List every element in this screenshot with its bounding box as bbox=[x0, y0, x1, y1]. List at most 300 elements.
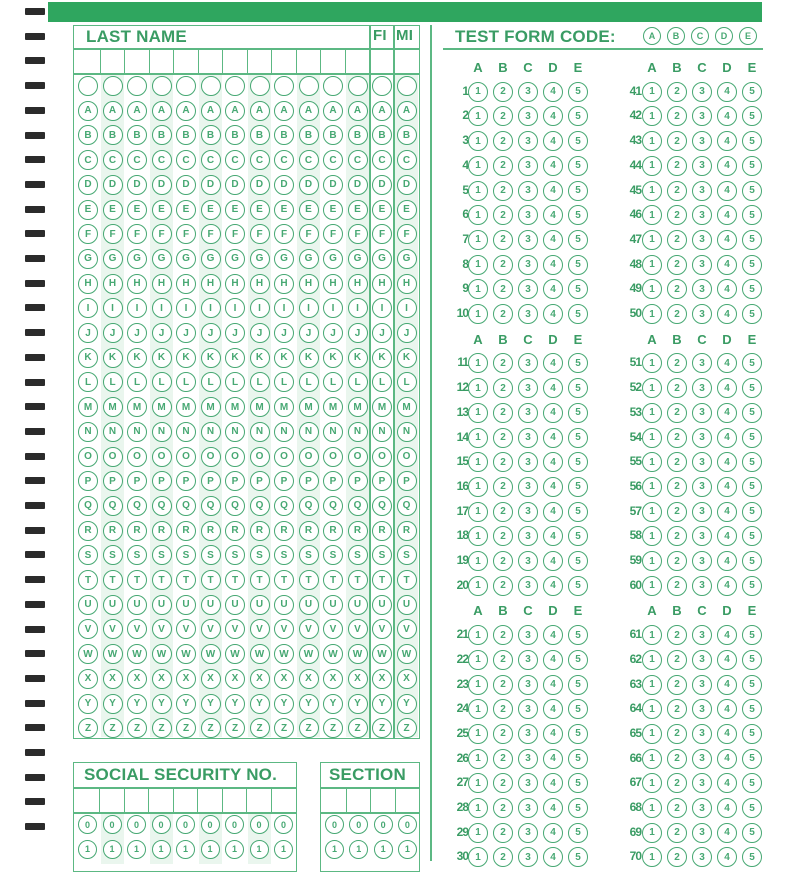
bubble-col-4-D[interactable]: D bbox=[152, 175, 172, 195]
bubble-col-4-G[interactable]: G bbox=[152, 249, 172, 269]
answer-24-D[interactable]: 4 bbox=[543, 699, 563, 719]
bubble-fi-M[interactable]: M bbox=[372, 397, 392, 417]
answer-18-E[interactable]: 5 bbox=[568, 526, 588, 546]
bubble-col-10-B[interactable]: B bbox=[299, 125, 319, 145]
answer-19-C[interactable]: 3 bbox=[518, 551, 538, 571]
answer-44-A[interactable]: 1 bbox=[642, 156, 662, 176]
answer-48-C[interactable]: 3 bbox=[692, 255, 712, 275]
bubble-col-1-A[interactable]: A bbox=[78, 101, 98, 121]
bubble-col-2-L[interactable]: L bbox=[103, 372, 123, 392]
answer-63-D[interactable]: 4 bbox=[717, 675, 737, 695]
bubble-col-3-K[interactable]: K bbox=[127, 348, 147, 368]
answer-6-C[interactable]: 3 bbox=[518, 205, 538, 225]
bubble-col-8-D[interactable]: D bbox=[250, 175, 270, 195]
answer-8-B[interactable]: 2 bbox=[493, 255, 513, 275]
bubble-col-3-A[interactable]: A bbox=[127, 101, 147, 121]
answer-42-A[interactable]: 1 bbox=[642, 106, 662, 126]
bubble-col-10-T[interactable]: T bbox=[299, 570, 319, 590]
bubble-col-8-K[interactable]: K bbox=[250, 348, 270, 368]
bubble-col-11-V[interactable]: V bbox=[323, 619, 343, 639]
answer-59-C[interactable]: 3 bbox=[692, 551, 712, 571]
bubble-col-6-W[interactable]: W bbox=[201, 644, 221, 664]
answer-43-D[interactable]: 4 bbox=[717, 131, 737, 151]
answer-70-D[interactable]: 4 bbox=[717, 847, 737, 867]
answer-44-C[interactable]: 3 bbox=[692, 156, 712, 176]
answer-5-D[interactable]: 4 bbox=[543, 181, 563, 201]
bubble-col-12-O[interactable]: O bbox=[348, 447, 368, 467]
bubble-col-12-E[interactable]: E bbox=[348, 200, 368, 220]
ssn-col-6-0[interactable]: 0 bbox=[201, 815, 220, 834]
bubble-col-8-U[interactable]: U bbox=[250, 595, 270, 615]
answer-63-C[interactable]: 3 bbox=[692, 675, 712, 695]
bubble-col-1-X[interactable]: X bbox=[78, 669, 98, 689]
answer-12-C[interactable]: 3 bbox=[518, 378, 538, 398]
bubble-col-4-Z[interactable]: Z bbox=[152, 718, 172, 738]
answer-20-B[interactable]: 2 bbox=[493, 576, 513, 596]
bubble-col-1-R[interactable]: R bbox=[78, 521, 98, 541]
bubble-col-9-F[interactable]: F bbox=[274, 224, 294, 244]
answer-63-E[interactable]: 5 bbox=[742, 675, 762, 695]
answer-11-E[interactable]: 5 bbox=[568, 353, 588, 373]
bubble-col-7-T[interactable]: T bbox=[225, 570, 245, 590]
answer-12-E[interactable]: 5 bbox=[568, 378, 588, 398]
bubble-col-3-S[interactable]: S bbox=[127, 545, 147, 565]
bubble-col-9-V[interactable]: V bbox=[274, 619, 294, 639]
answer-2-E[interactable]: 5 bbox=[568, 106, 588, 126]
bubble-col-4-C[interactable]: C bbox=[152, 150, 172, 170]
answer-70-C[interactable]: 3 bbox=[692, 847, 712, 867]
bubble-col-1-G[interactable]: G bbox=[78, 249, 98, 269]
bubble-col-6-R[interactable]: R bbox=[201, 521, 221, 541]
bubble-col-3-F[interactable]: F bbox=[127, 224, 147, 244]
answer-45-E[interactable]: 5 bbox=[742, 181, 762, 201]
answer-9-B[interactable]: 2 bbox=[493, 279, 513, 299]
answer-55-D[interactable]: 4 bbox=[717, 452, 737, 472]
bubble-col-3-Z[interactable]: Z bbox=[127, 718, 147, 738]
bubble-col-12-N[interactable]: N bbox=[348, 422, 368, 442]
answer-66-B[interactable]: 2 bbox=[667, 749, 687, 769]
answer-30-B[interactable]: 2 bbox=[493, 847, 513, 867]
ssn-col-1-0[interactable]: 0 bbox=[78, 815, 97, 834]
bubble-col-10-D[interactable]: D bbox=[299, 175, 319, 195]
bubble-mi-D[interactable]: D bbox=[397, 175, 417, 195]
answer-11-B[interactable]: 2 bbox=[493, 353, 513, 373]
bubble-col-1-I[interactable]: I bbox=[78, 298, 98, 318]
bubble-col-8-T[interactable]: T bbox=[250, 570, 270, 590]
bubble-col-12-S[interactable]: S bbox=[348, 545, 368, 565]
answer-8-D[interactable]: 4 bbox=[543, 255, 563, 275]
answer-9-D[interactable]: 4 bbox=[543, 279, 563, 299]
bubble-col-11-P[interactable]: P bbox=[323, 471, 343, 491]
answer-30-A[interactable]: 1 bbox=[468, 847, 488, 867]
bubble-col-9-B[interactable]: B bbox=[274, 125, 294, 145]
bubble-col-4-E[interactable]: E bbox=[152, 200, 172, 220]
answer-46-B[interactable]: 2 bbox=[667, 205, 687, 225]
bubble-col-2-A[interactable]: A bbox=[103, 101, 123, 121]
bubble-col-4-R[interactable]: R bbox=[152, 521, 172, 541]
answer-15-C[interactable]: 3 bbox=[518, 452, 538, 472]
answer-69-E[interactable]: 5 bbox=[742, 823, 762, 843]
answer-5-A[interactable]: 1 bbox=[468, 181, 488, 201]
bubble-col-3-V[interactable]: V bbox=[127, 619, 147, 639]
answer-59-A[interactable]: 1 bbox=[642, 551, 662, 571]
bubble-col-12-Q[interactable]: Q bbox=[348, 496, 368, 516]
bubble-col-6-L[interactable]: L bbox=[201, 372, 221, 392]
answer-8-C[interactable]: 3 bbox=[518, 255, 538, 275]
bubble-col-3-T[interactable]: T bbox=[127, 570, 147, 590]
answer-46-D[interactable]: 4 bbox=[717, 205, 737, 225]
answer-56-B[interactable]: 2 bbox=[667, 477, 687, 497]
bubble-col-6-H[interactable]: H bbox=[201, 274, 221, 294]
bubble-fi-T[interactable]: T bbox=[372, 570, 392, 590]
answer-30-C[interactable]: 3 bbox=[518, 847, 538, 867]
bubble-col-2-X[interactable]: X bbox=[103, 669, 123, 689]
bubble-col-4-J[interactable]: J bbox=[152, 323, 172, 343]
answer-17-B[interactable]: 2 bbox=[493, 502, 513, 522]
answer-10-E[interactable]: 5 bbox=[568, 304, 588, 324]
bubble-col-6-Z[interactable]: Z bbox=[201, 718, 221, 738]
answer-51-B[interactable]: 2 bbox=[667, 353, 687, 373]
answer-2-A[interactable]: 1 bbox=[468, 106, 488, 126]
answer-46-E[interactable]: 5 bbox=[742, 205, 762, 225]
test-form-code-D[interactable]: D bbox=[715, 27, 733, 45]
bubble-col-7-D[interactable]: D bbox=[225, 175, 245, 195]
answer-68-A[interactable]: 1 bbox=[642, 798, 662, 818]
bubble-col-2-U[interactable]: U bbox=[103, 595, 123, 615]
answer-28-A[interactable]: 1 bbox=[468, 798, 488, 818]
answer-43-E[interactable]: 5 bbox=[742, 131, 762, 151]
answer-42-B[interactable]: 2 bbox=[667, 106, 687, 126]
answer-44-B[interactable]: 2 bbox=[667, 156, 687, 176]
bubble-col-3-E[interactable]: E bbox=[127, 200, 147, 220]
bubble-col-7-H[interactable]: H bbox=[225, 274, 245, 294]
answer-26-B[interactable]: 2 bbox=[493, 749, 513, 769]
bubble-col-3-Y[interactable]: Y bbox=[127, 694, 147, 714]
answer-53-C[interactable]: 3 bbox=[692, 403, 712, 423]
bubble-mi-E[interactable]: E bbox=[397, 200, 417, 220]
answer-22-B[interactable]: 2 bbox=[493, 650, 513, 670]
bubble-col-2-C[interactable]: C bbox=[103, 150, 123, 170]
answer-23-B[interactable]: 2 bbox=[493, 675, 513, 695]
answer-47-C[interactable]: 3 bbox=[692, 230, 712, 250]
answer-45-D[interactable]: 4 bbox=[717, 181, 737, 201]
bubble-col-9-X[interactable]: X bbox=[274, 669, 294, 689]
bubble-col-5-Y[interactable]: Y bbox=[176, 694, 196, 714]
bubble-col-5-O[interactable]: O bbox=[176, 447, 196, 467]
answer-64-E[interactable]: 5 bbox=[742, 699, 762, 719]
answer-44-D[interactable]: 4 bbox=[717, 156, 737, 176]
bubble-col-4-A[interactable]: A bbox=[152, 101, 172, 121]
answer-49-C[interactable]: 3 bbox=[692, 279, 712, 299]
bubble-col-6-O[interactable]: O bbox=[201, 447, 221, 467]
answer-57-E[interactable]: 5 bbox=[742, 502, 762, 522]
answer-57-D[interactable]: 4 bbox=[717, 502, 737, 522]
answer-65-B[interactable]: 2 bbox=[667, 724, 687, 744]
answer-66-C[interactable]: 3 bbox=[692, 749, 712, 769]
bubble-col-5-T[interactable]: T bbox=[176, 570, 196, 590]
section-col-2-1[interactable]: 1 bbox=[349, 840, 368, 859]
bubble-col-1-Z[interactable]: Z bbox=[78, 718, 98, 738]
bubble-col-6-F[interactable]: F bbox=[201, 224, 221, 244]
bubble-col-11-L[interactable]: L bbox=[323, 372, 343, 392]
bubble-col-3-H[interactable]: H bbox=[127, 274, 147, 294]
bubble-col-9-H[interactable]: H bbox=[274, 274, 294, 294]
bubble-col-5-F[interactable]: F bbox=[176, 224, 196, 244]
answer-12-A[interactable]: 1 bbox=[468, 378, 488, 398]
bubble-col-12-J[interactable]: J bbox=[348, 323, 368, 343]
bubble-col-2-blank[interactable] bbox=[103, 76, 123, 96]
bubble-col-7-E[interactable]: E bbox=[225, 200, 245, 220]
bubble-fi-A[interactable]: A bbox=[372, 101, 392, 121]
answer-10-D[interactable]: 4 bbox=[543, 304, 563, 324]
bubble-col-11-X[interactable]: X bbox=[323, 669, 343, 689]
answer-66-E[interactable]: 5 bbox=[742, 749, 762, 769]
answer-50-B[interactable]: 2 bbox=[667, 304, 687, 324]
answer-65-C[interactable]: 3 bbox=[692, 724, 712, 744]
answer-19-E[interactable]: 5 bbox=[568, 551, 588, 571]
answer-69-C[interactable]: 3 bbox=[692, 823, 712, 843]
answer-17-C[interactable]: 3 bbox=[518, 502, 538, 522]
bubble-col-12-H[interactable]: H bbox=[348, 274, 368, 294]
answer-12-B[interactable]: 2 bbox=[493, 378, 513, 398]
bubble-col-11-Y[interactable]: Y bbox=[323, 694, 343, 714]
bubble-col-4-X[interactable]: X bbox=[152, 669, 172, 689]
answer-23-A[interactable]: 1 bbox=[468, 675, 488, 695]
answer-18-C[interactable]: 3 bbox=[518, 526, 538, 546]
bubble-col-6-G[interactable]: G bbox=[201, 249, 221, 269]
answer-20-D[interactable]: 4 bbox=[543, 576, 563, 596]
bubble-col-11-Z[interactable]: Z bbox=[323, 718, 343, 738]
bubble-col-12-X[interactable]: X bbox=[348, 669, 368, 689]
bubble-mi-Z[interactable]: Z bbox=[397, 718, 417, 738]
bubble-col-6-P[interactable]: P bbox=[201, 471, 221, 491]
bubble-col-5-U[interactable]: U bbox=[176, 595, 196, 615]
answer-49-D[interactable]: 4 bbox=[717, 279, 737, 299]
answer-2-C[interactable]: 3 bbox=[518, 106, 538, 126]
answer-20-C[interactable]: 3 bbox=[518, 576, 538, 596]
answer-64-C[interactable]: 3 bbox=[692, 699, 712, 719]
bubble-col-8-Z[interactable]: Z bbox=[250, 718, 270, 738]
answer-16-E[interactable]: 5 bbox=[568, 477, 588, 497]
bubble-col-10-Y[interactable]: Y bbox=[299, 694, 319, 714]
answer-41-D[interactable]: 4 bbox=[717, 82, 737, 102]
bubble-col-2-S[interactable]: S bbox=[103, 545, 123, 565]
answer-62-A[interactable]: 1 bbox=[642, 650, 662, 670]
bubble-col-5-N[interactable]: N bbox=[176, 422, 196, 442]
bubble-col-10-A[interactable]: A bbox=[299, 101, 319, 121]
bubble-col-4-P[interactable]: P bbox=[152, 471, 172, 491]
bubble-col-10-blank[interactable] bbox=[299, 76, 319, 96]
answer-52-B[interactable]: 2 bbox=[667, 378, 687, 398]
bubble-col-6-A[interactable]: A bbox=[201, 101, 221, 121]
answer-13-A[interactable]: 1 bbox=[468, 403, 488, 423]
answer-24-A[interactable]: 1 bbox=[468, 699, 488, 719]
bubble-col-2-V[interactable]: V bbox=[103, 619, 123, 639]
bubble-col-10-V[interactable]: V bbox=[299, 619, 319, 639]
bubble-col-5-S[interactable]: S bbox=[176, 545, 196, 565]
answer-3-C[interactable]: 3 bbox=[518, 131, 538, 151]
answer-21-E[interactable]: 5 bbox=[568, 625, 588, 645]
bubble-col-9-S[interactable]: S bbox=[274, 545, 294, 565]
bubble-col-9-D[interactable]: D bbox=[274, 175, 294, 195]
bubble-col-8-S[interactable]: S bbox=[250, 545, 270, 565]
bubble-col-11-J[interactable]: J bbox=[323, 323, 343, 343]
bubble-col-9-R[interactable]: R bbox=[274, 521, 294, 541]
bubble-fi-V[interactable]: V bbox=[372, 619, 392, 639]
answer-55-A[interactable]: 1 bbox=[642, 452, 662, 472]
ssn-col-5-0[interactable]: 0 bbox=[176, 815, 195, 834]
ssn-col-7-1[interactable]: 1 bbox=[225, 840, 244, 859]
bubble-col-5-C[interactable]: C bbox=[176, 150, 196, 170]
answer-51-D[interactable]: 4 bbox=[717, 353, 737, 373]
bubble-col-5-X[interactable]: X bbox=[176, 669, 196, 689]
bubble-col-5-M[interactable]: M bbox=[176, 397, 196, 417]
bubble-col-4-K[interactable]: K bbox=[152, 348, 172, 368]
answer-41-A[interactable]: 1 bbox=[642, 82, 662, 102]
answer-52-D[interactable]: 4 bbox=[717, 378, 737, 398]
answer-42-D[interactable]: 4 bbox=[717, 106, 737, 126]
answer-43-C[interactable]: 3 bbox=[692, 131, 712, 151]
bubble-col-1-T[interactable]: T bbox=[78, 570, 98, 590]
answer-11-D[interactable]: 4 bbox=[543, 353, 563, 373]
bubble-col-1-P[interactable]: P bbox=[78, 471, 98, 491]
bubble-mi-C[interactable]: C bbox=[397, 150, 417, 170]
bubble-col-2-P[interactable]: P bbox=[103, 471, 123, 491]
bubble-col-11-N[interactable]: N bbox=[323, 422, 343, 442]
bubble-col-8-J[interactable]: J bbox=[250, 323, 270, 343]
bubble-col-10-S[interactable]: S bbox=[299, 545, 319, 565]
answer-9-C[interactable]: 3 bbox=[518, 279, 538, 299]
bubble-col-6-Q[interactable]: Q bbox=[201, 496, 221, 516]
bubble-col-8-B[interactable]: B bbox=[250, 125, 270, 145]
answer-18-B[interactable]: 2 bbox=[493, 526, 513, 546]
answer-53-B[interactable]: 2 bbox=[667, 403, 687, 423]
bubble-col-5-A[interactable]: A bbox=[176, 101, 196, 121]
bubble-col-7-M[interactable]: M bbox=[225, 397, 245, 417]
bubble-col-5-I[interactable]: I bbox=[176, 298, 196, 318]
bubble-col-12-B[interactable]: B bbox=[348, 125, 368, 145]
answer-25-A[interactable]: 1 bbox=[468, 724, 488, 744]
bubble-fi-W[interactable]: W bbox=[372, 644, 392, 664]
bubble-col-12-L[interactable]: L bbox=[348, 372, 368, 392]
bubble-col-11-W[interactable]: W bbox=[323, 644, 343, 664]
bubble-col-8-L[interactable]: L bbox=[250, 372, 270, 392]
answer-57-A[interactable]: 1 bbox=[642, 502, 662, 522]
bubble-col-2-E[interactable]: E bbox=[103, 200, 123, 220]
bubble-col-2-H[interactable]: H bbox=[103, 274, 123, 294]
bubble-fi-Y[interactable]: Y bbox=[372, 694, 392, 714]
bubble-col-12-F[interactable]: F bbox=[348, 224, 368, 244]
answer-67-D[interactable]: 4 bbox=[717, 773, 737, 793]
answer-62-B[interactable]: 2 bbox=[667, 650, 687, 670]
bubble-col-5-L[interactable]: L bbox=[176, 372, 196, 392]
bubble-fi-K[interactable]: K bbox=[372, 348, 392, 368]
answer-68-B[interactable]: 2 bbox=[667, 798, 687, 818]
answer-14-B[interactable]: 2 bbox=[493, 428, 513, 448]
bubble-col-12-blank[interactable] bbox=[348, 76, 368, 96]
answer-23-C[interactable]: 3 bbox=[518, 675, 538, 695]
answer-13-D[interactable]: 4 bbox=[543, 403, 563, 423]
answer-48-A[interactable]: 1 bbox=[642, 255, 662, 275]
bubble-col-7-X[interactable]: X bbox=[225, 669, 245, 689]
section-col-2-0[interactable]: 0 bbox=[349, 815, 368, 834]
answer-7-B[interactable]: 2 bbox=[493, 230, 513, 250]
bubble-col-7-Y[interactable]: Y bbox=[225, 694, 245, 714]
answer-18-A[interactable]: 1 bbox=[468, 526, 488, 546]
ssn-col-8-0[interactable]: 0 bbox=[250, 815, 269, 834]
answer-56-D[interactable]: 4 bbox=[717, 477, 737, 497]
section-col-1-0[interactable]: 0 bbox=[325, 815, 344, 834]
bubble-col-5-J[interactable]: J bbox=[176, 323, 196, 343]
answer-28-E[interactable]: 5 bbox=[568, 798, 588, 818]
bubble-col-9-M[interactable]: M bbox=[274, 397, 294, 417]
answer-57-B[interactable]: 2 bbox=[667, 502, 687, 522]
ssn-col-2-1[interactable]: 1 bbox=[103, 840, 122, 859]
answer-1-A[interactable]: 1 bbox=[468, 82, 488, 102]
bubble-col-9-K[interactable]: K bbox=[274, 348, 294, 368]
answer-48-D[interactable]: 4 bbox=[717, 255, 737, 275]
answer-42-E[interactable]: 5 bbox=[742, 106, 762, 126]
bubble-col-5-blank[interactable] bbox=[176, 76, 196, 96]
section-col-3-0[interactable]: 0 bbox=[374, 815, 393, 834]
bubble-col-5-G[interactable]: G bbox=[176, 249, 196, 269]
bubble-col-9-blank[interactable] bbox=[274, 76, 294, 96]
bubble-col-9-P[interactable]: P bbox=[274, 471, 294, 491]
bubble-col-7-V[interactable]: V bbox=[225, 619, 245, 639]
bubble-col-11-D[interactable]: D bbox=[323, 175, 343, 195]
answer-10-A[interactable]: 1 bbox=[468, 304, 488, 324]
bubble-col-7-F[interactable]: F bbox=[225, 224, 245, 244]
bubble-col-6-X[interactable]: X bbox=[201, 669, 221, 689]
bubble-col-3-D[interactable]: D bbox=[127, 175, 147, 195]
bubble-col-11-S[interactable]: S bbox=[323, 545, 343, 565]
bubble-mi-L[interactable]: L bbox=[397, 372, 417, 392]
bubble-fi-S[interactable]: S bbox=[372, 545, 392, 565]
answer-8-E[interactable]: 5 bbox=[568, 255, 588, 275]
bubble-col-9-Q[interactable]: Q bbox=[274, 496, 294, 516]
answer-9-E[interactable]: 5 bbox=[568, 279, 588, 299]
bubble-col-2-M[interactable]: M bbox=[103, 397, 123, 417]
bubble-col-8-X[interactable]: X bbox=[250, 669, 270, 689]
answer-62-C[interactable]: 3 bbox=[692, 650, 712, 670]
bubble-col-5-W[interactable]: W bbox=[176, 644, 196, 664]
bubble-col-11-blank[interactable] bbox=[323, 76, 343, 96]
answer-50-E[interactable]: 5 bbox=[742, 304, 762, 324]
bubble-col-5-P[interactable]: P bbox=[176, 471, 196, 491]
test-form-code-E[interactable]: E bbox=[739, 27, 757, 45]
answer-26-C[interactable]: 3 bbox=[518, 749, 538, 769]
bubble-col-8-Y[interactable]: Y bbox=[250, 694, 270, 714]
answer-3-A[interactable]: 1 bbox=[468, 131, 488, 151]
bubble-col-10-W[interactable]: W bbox=[299, 644, 319, 664]
section-col-4-0[interactable]: 0 bbox=[398, 815, 417, 834]
answer-42-C[interactable]: 3 bbox=[692, 106, 712, 126]
answer-26-D[interactable]: 4 bbox=[543, 749, 563, 769]
bubble-col-11-Q[interactable]: Q bbox=[323, 496, 343, 516]
bubble-mi-I[interactable]: I bbox=[397, 298, 417, 318]
bubble-col-11-I[interactable]: I bbox=[323, 298, 343, 318]
bubble-col-6-U[interactable]: U bbox=[201, 595, 221, 615]
answer-5-C[interactable]: 3 bbox=[518, 181, 538, 201]
bubble-col-1-blank[interactable] bbox=[78, 76, 98, 96]
bubble-col-3-M[interactable]: M bbox=[127, 397, 147, 417]
answer-30-E[interactable]: 5 bbox=[568, 847, 588, 867]
bubble-col-6-E[interactable]: E bbox=[201, 200, 221, 220]
answer-23-D[interactable]: 4 bbox=[543, 675, 563, 695]
bubble-col-1-O[interactable]: O bbox=[78, 447, 98, 467]
bubble-col-7-C[interactable]: C bbox=[225, 150, 245, 170]
bubble-col-8-O[interactable]: O bbox=[250, 447, 270, 467]
